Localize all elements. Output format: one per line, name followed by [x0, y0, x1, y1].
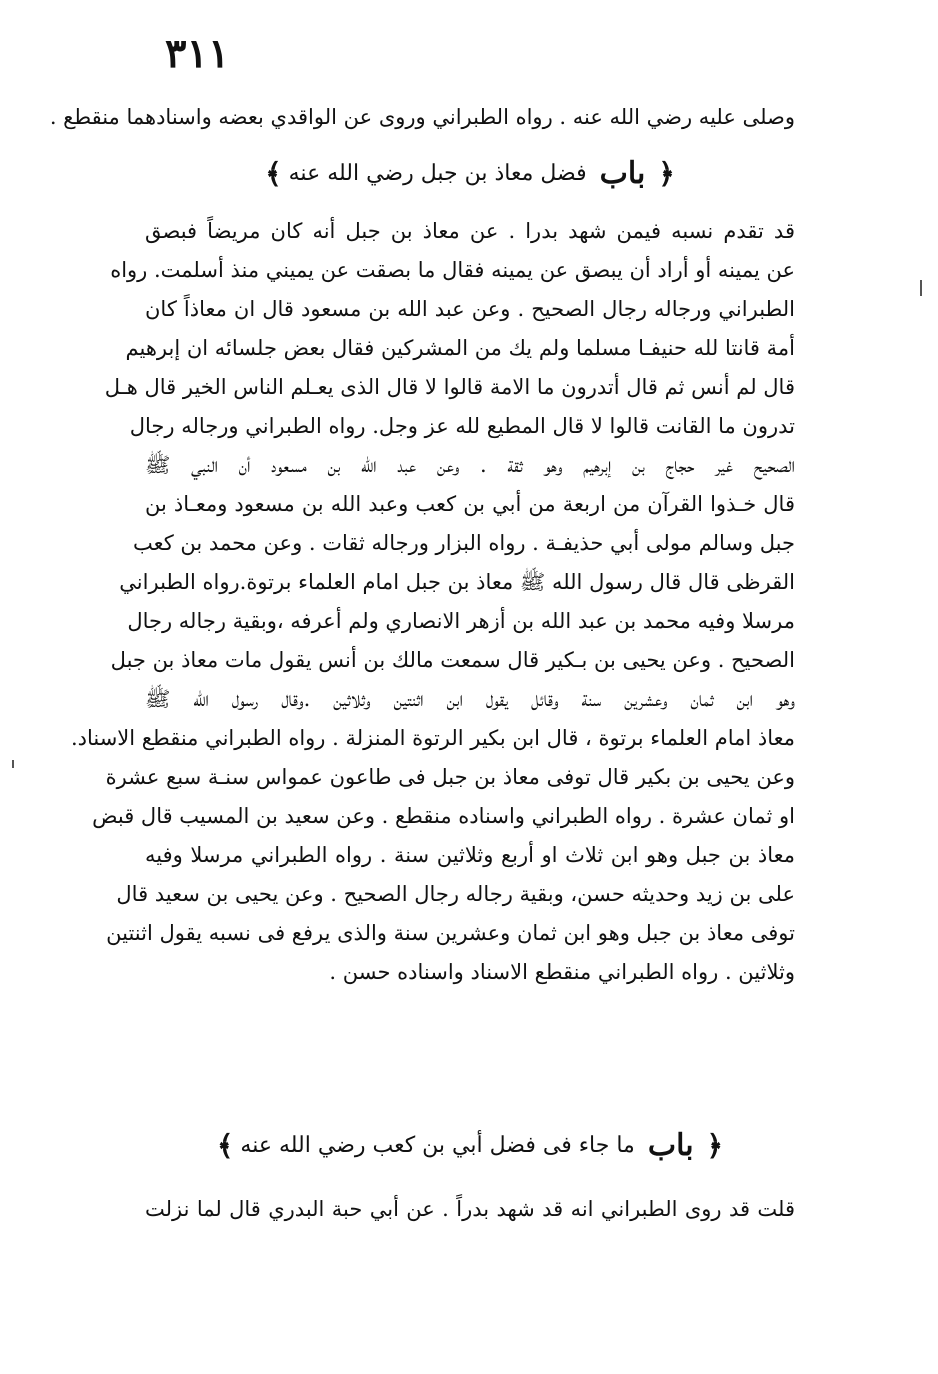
body-paragraph-muadh — [70, 212, 795, 992]
body-paragraph-ubayy — [145, 1190, 795, 1229]
chapter-heading-muadh — [145, 156, 795, 191]
intro-paragraph — [49, 98, 795, 137]
text-line: توفى معاذ بن جبل وهو ابن ثمان وعشرين سنة والذى يرفع فى نسبه يقول اثنتين — [106, 921, 795, 945]
scan-mark — [12, 760, 14, 768]
text-line: وهو ابن ثمان وعشرين سنة وقائل يقول ابن اثنتين وثلاثين .وقال رسول الله ﷺ — [145, 687, 795, 711]
scan-mark — [920, 280, 922, 296]
text-line: الطبراني ورجاله رجال الصحيح . وعن عبد الله بن مسعود قال ان معاذاً كان — [145, 297, 795, 321]
heading-title: ما جاء فى فضل أبي بن كعب رضي الله عنه — [240, 1133, 635, 1158]
heading-bab-label: باب — [647, 1128, 694, 1163]
text-line: وثلاثين . رواه الطبراني منقطع الاسناد واسناده حسن . — [329, 960, 795, 984]
text-line: وعن يحيى بن بكير قال توفى معاذ بن جبل فى طاعون عمواس سنـة سبع عشرة — [105, 765, 795, 789]
text-line: على بن زيد وحديثه حسن، وبقية رجاله رجال الصحيح . وعن يحيى بن سعيد قال — [116, 882, 795, 906]
text-line: وصلى عليه رضي الله عنه . رواه الطبراني وروى عن الواقدي بعضه واسنادهما منقطع . — [49, 105, 795, 129]
text-line: معاذ امام العلماء برتوة ، قال ابن بكير الرتوة المنزلة . رواه الطبراني منقطع الاسناد. — [70, 726, 795, 750]
heading-bab-label: باب — [599, 156, 646, 191]
heading-title: فضل معاذ بن جبل رضي الله عنه — [288, 161, 587, 186]
page-number: ٣١١ — [165, 30, 230, 77]
text-line: او ثمان عشرة . رواه الطبراني واسناده منقطع . وعن سعيد بن المسيب قال قبض — [92, 804, 795, 828]
text-line: قال خـذوا القرآن من اربعة من أبي بن كعب وعبد الله بن مسعود ومعـاذ بن — [145, 492, 795, 516]
text-line: القرظى قال قال رسول الله ﷺ معاذ بن جبل امام العلماء برتوة.رواه الطبراني — [119, 570, 795, 594]
heading-close-bracket: ﴾ — [265, 157, 282, 190]
text-line: قال لم أنس ثم قال أتدرون ما الامة قالوا لا قال الذى يعـلم الناس الخير قال هـل — [104, 375, 795, 399]
text-line: تدرون ما القانت قالوا لا قال المطيع لله عز وجل. رواه الطبراني ورجاله رجال — [129, 414, 795, 438]
chapter-heading-ubayy — [145, 1128, 795, 1163]
text-line: الصحيح . وعن يحيى بن بـكير قال سمعت مالك بن أنس يقول مات معاذ بن جبل — [110, 648, 795, 672]
text-line: مرسلا وفيه محمد بن عبد الله بن أزهر الانصاري ولم أعرفه ،وبقية رجاله رجال — [127, 609, 795, 633]
text-line: معاذ بن جبل وهو ابن ثلاث او أربع وثلاثين سنة . رواه الطبراني مرسلا وفيه — [145, 843, 795, 867]
text-line: الصحيح غير حجاج بن إبرهيم وهو ثقة . وعن عبد الله بن مسعود أن النبي ﷺ — [145, 453, 795, 477]
text-line: عن يمينه أو أراد أن يبصق عن يمينه فقال ما بصقت عن يميني منذ أسلمت. رواه — [110, 258, 795, 282]
text-line: أمة قانتا لله حنيفـا مسلما ولم يك من المشركين فقال بعض جلسائه ان إبرهيم — [125, 336, 795, 360]
text-line: قد تقدم نسبه فيمن شهد بدرا . عن معاذ بن جبل أنه كان مريضاً فبصق — [145, 219, 795, 243]
text-line: جبل وسالم مولى أبي حذيفـة . رواه البزار ورجاله ثقات . وعن محمد بن كعب — [132, 531, 795, 555]
text-line: قلت قد روى الطبراني انه قد شهد بدراً . عن أبي حبة البدري قال لما نزلت — [145, 1197, 795, 1221]
heading-open-bracket: ﴿ — [658, 157, 675, 190]
heading-close-bracket: ﴾ — [217, 1129, 234, 1162]
heading-open-bracket: ﴿ — [706, 1129, 723, 1162]
